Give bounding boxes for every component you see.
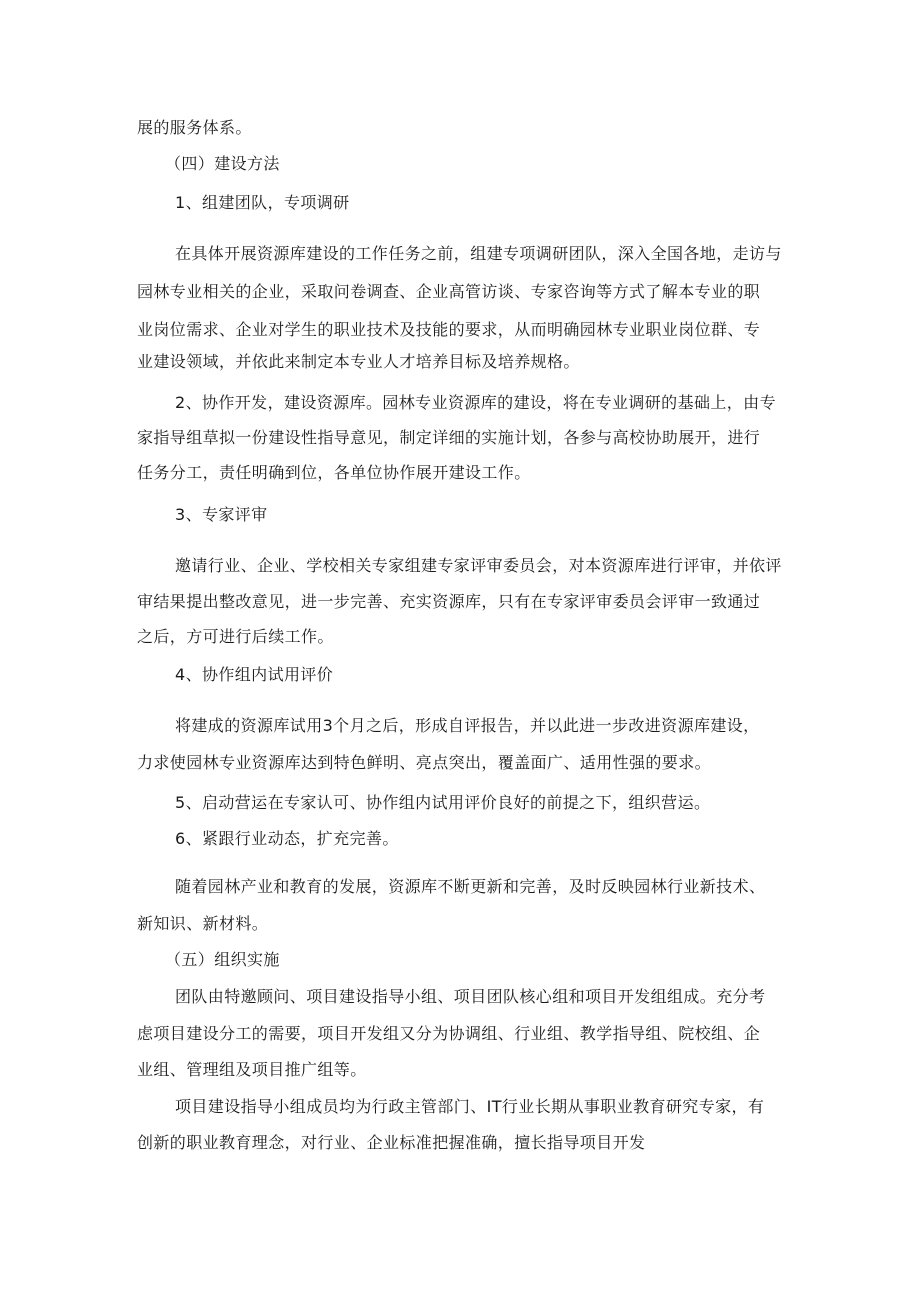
paragraph-line: 虑项目建设分工的需要，项目开发组又分为协调组、行业组、教学指导组、院校组、企 <box>137 1024 761 1043</box>
section-heading-5: （五）组织实施 <box>165 950 280 969</box>
paragraph-line: 2、协作开发，建设资源库。园林专业资源库的建设，将在专业调研的基础上，由专 <box>175 393 776 412</box>
paragraph-line: 业组、管理组及项目推广组等。 <box>137 1060 367 1079</box>
subheading-4: 4、协作组内试用评价 <box>175 665 334 684</box>
paragraph-line: 创新的职业教育理念，对行业、企业标准把握准确，擅长指导项目开发 <box>137 1133 646 1152</box>
paragraph-line: 随着园林产业和教育的发展，资源库不断更新和完善，及时反映园林行业新技术、 <box>175 877 766 896</box>
paragraph-line: 力求使园林专业资源库达到特色鲜明、亮点突出，覆盖面广、适用性强的要求。 <box>137 753 712 772</box>
paragraph-line: 6、紧跟行业动态，扩充完善。 <box>175 829 399 848</box>
paragraph-line: 之后，方可进行后续工作。 <box>137 627 334 646</box>
paragraph-line: 在具体开展资源库建设的工作任务之前，组建专项调研团队，深入全国各地，走访与 <box>175 244 782 263</box>
subheading-3: 3、专家评审 <box>175 505 268 524</box>
subheading-1: 1、组建团队，专项调研 <box>175 193 350 212</box>
paragraph-line: 项目建设指导小组成员均为行政主管部门、IT行业长期从事职业教育研究专家，有 <box>175 1097 765 1116</box>
paragraph-line: 新知识、新材料。 <box>137 914 269 933</box>
paragraph-line: 业岗位需求、企业对学生的职业技术及技能的要求，从而明确园林专业职业岗位群、专 <box>137 320 761 339</box>
section-heading-4: （四）建设方法 <box>165 154 280 173</box>
paragraph-line: 业建设领域，并依此来制定本专业人才培养目标及培养规格。 <box>137 352 580 371</box>
paragraph-line: 团队由特邀顾问、项目建设指导小组、项目团队核心组和项目开发组组成。充分考 <box>175 987 766 1006</box>
paragraph-line: 家指导组草拟一份建设性指导意见，制定详细的实施计划，各参与高校协助展开，进行 <box>137 428 761 447</box>
paragraph-continuation: 展的服务体系。 <box>137 118 252 137</box>
paragraph-line: 5、启动营运在专家认可、协作组内试用评价良好的前提之下，组织营运。 <box>175 793 711 812</box>
paragraph-line: 邀请行业、企业、学校相关专家组建专家评审委员会，对本资源库进行评审，并依评 <box>175 556 782 575</box>
paragraph-line: 任务分工，责任明确到位，各单位协作展开建设工作。 <box>137 463 531 482</box>
paragraph-line: 审结果提出整改意见，进一步完善、充实资源库，只有在专家评审委员会评审一致通过 <box>137 592 761 611</box>
paragraph-line: 园林专业相关的企业，采取问卷调查、企业高管访谈、专家咨询等方式了解本专业的职 <box>137 282 761 301</box>
paragraph-line: 将建成的资源库试用3个月之后，形成自评报告，并以此进一步改进资源库建设， <box>175 716 760 735</box>
